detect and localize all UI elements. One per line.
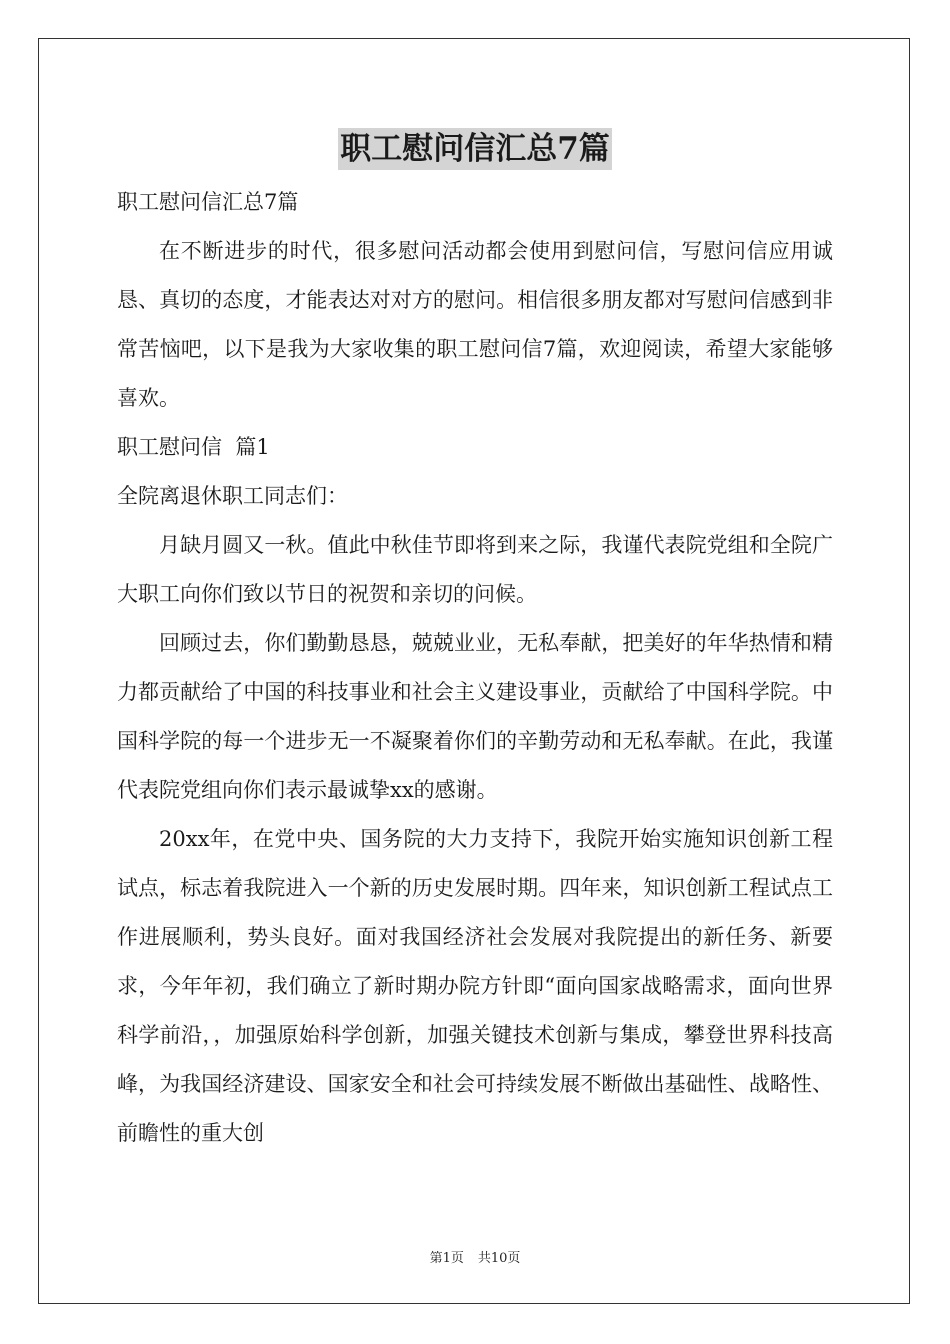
page-footer bbox=[0, 1247, 950, 1266]
paragraph: 回顾过去，你们勤勤恳恳，兢兢业业，无私奉献，把美好的年华热情和精力都贡献给了中国的科技事业和社会主义建设事业，贡献给了中国科学院。中国科学院的每一个进步无一不凝聚着你们的辛勤劳动和无私奉献。在此，我谨代表院党组向你们表示最诚挚xx的感谢。 bbox=[117, 631, 833, 802]
paragraph: 20xx年，在党中央、国务院的大力支持下，我院开始实施知识创新工程试点，标志着我院进入一个新的历史发展时期。四年来，知识创新工程试点工作进展顺利，势头良好。面对我国经济社会发展对我院提出的新任务、新要求，今年年初，我们确立了新时期办院方针即“面向国家战略需求，面向世界科学前沿，，加强原始科学创新，加强关键技术创新与集成，攀登世界科技高峰，为我国经济建设、国家安全和社会可持续发展不断做出基础性、战略性、前瞻性的重大创 bbox=[117, 827, 833, 1145]
paragraph: 职工慰问信汇总7篇 bbox=[117, 190, 299, 214]
document-body bbox=[117, 178, 833, 1158]
section-heading: 职工慰问信 篇1 bbox=[117, 435, 270, 459]
paragraph: 月缺月圆又一秋。值此中秋佳节即将到来之际，我谨代表院党组和全院广大职工向你们致以节日的祝贺和亲切的问候。 bbox=[117, 533, 833, 606]
title-container bbox=[0, 128, 950, 170]
page-total: 共10页 bbox=[477, 1251, 521, 1266]
salutation: 全院离退休职工同志们： bbox=[117, 484, 348, 508]
document-title: 职工慰问信汇总7篇 bbox=[338, 128, 612, 170]
paragraph: 在不断进步的时代，很多慰问活动都会使用到慰问信，写慰问信应用诚恳、真切的态度，才能表达对对方的慰问。相信很多朋友都对写慰问信感到非常苦恼吧，以下是我为大家收集的职工慰问信7篇，欢迎阅读，希望大家能够喜欢。 bbox=[117, 239, 833, 410]
page-number: 第1页 bbox=[429, 1251, 464, 1266]
